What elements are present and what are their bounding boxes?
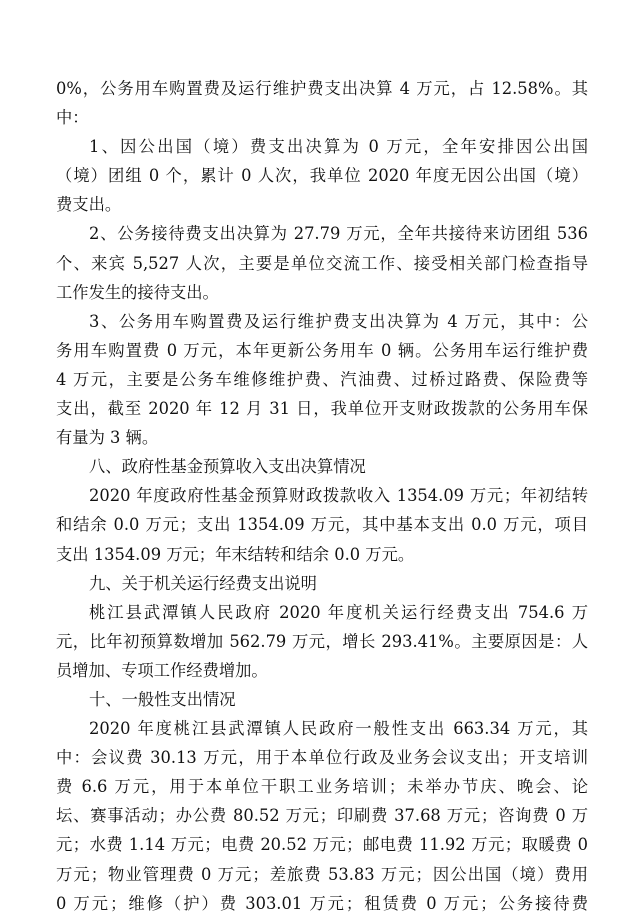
document-body (56, 74, 588, 918)
text-line: 费 6.6 万元，用于本单位干职工业务培训；未举办节庆、晚会、论 (56, 777, 588, 797)
text-line: 和结余 0.0 万元；支出 1354.09 万元，其中基本支出 0.0 万元，项目 (56, 515, 588, 535)
text-line: 2020 年度桃江县武潭镇人民政府一般性支出 663.34 万元，其 (89, 719, 588, 739)
text-line: 元；水费 1.14 万元；电费 20.52 万元；邮电费 11.92 万元；取暖费 0 (56, 835, 588, 855)
text-line: 3、公务用车购置费及运行维护费支出决算为 4 万元，其中：公 (89, 311, 588, 331)
text-line: 元，比年初预算数增加 562.79 万元，增长 293.41%。主要原因是：人 (56, 631, 588, 651)
text-line: 中：会议费 30.13 万元，用于本单位行政及业务会议支出；开支培训 (56, 748, 588, 768)
section-heading: 九、关于机关运行经费支出说明 (89, 573, 317, 593)
text-line: 2020 年度政府性基金预算财政拨款收入 1354.09 万元；年初结转 (89, 486, 588, 506)
text-line: 中： (56, 108, 89, 128)
section-heading: 八、政府性基金预算收入支出决算情况 (89, 457, 366, 477)
text-line: 0%，公务用车购置费及运行维护费支出决算 4 万元，占 12.58%。其 (56, 79, 588, 98)
text-line: （境）团组 0 个，累计 0 人次，我单位 2020 年度无因公出国（境） (56, 166, 588, 186)
text-line: 坛、赛事活动；办公费 80.52 万元；印刷费 37.68 万元；咨询费 0 万 (56, 806, 588, 826)
text-line: 1、因公出国（境）费支出决算为 0 万元，全年安排因公出国 (89, 137, 588, 157)
section-heading: 十、一般性支出情况 (89, 689, 236, 709)
text-line: 有量为 3 辆。 (56, 428, 159, 448)
text-line: 支出，截至 2020 年 12 月 31 日，我单位开支财政拨款的公务用车保 (56, 399, 588, 419)
text-line: 万元；物业管理费 0 万元；差旅费 53.83 万元；因公出国（境）费用 (56, 864, 588, 884)
text-line: 4 万元，主要是公务车维修维护费、汽油费、过桥过路费、保险费等 (56, 369, 588, 389)
text-line: 务用车购置费 0 万元，本年更新公务用车 0 辆。公务用车运行维护费 (56, 340, 588, 360)
text-line: 员增加、专项工作经费增加。 (56, 660, 268, 680)
text-line: 费支出。 (56, 195, 122, 215)
text-line: 个、来宾 5,527 人次，主要是单位交流工作、接受相关部门检查指导 (56, 253, 588, 273)
text-line: 支出 1354.09 万元；年末结转和结余 0.0 万元。 (56, 544, 415, 564)
text-line: 工作发生的接待支出。 (56, 282, 219, 302)
text-line: 桃江县武潭镇人民政府 2020 年度机关运行经费支出 754.6 万 (89, 602, 588, 622)
text-line: 2、公务接待费支出决算为 27.79 万元，全年共接待来访团组 536 (89, 224, 588, 244)
text-line: 0 万元；维修（护）费 303.01 万元；租赁费 0 万元；公务接待费 (56, 893, 588, 913)
